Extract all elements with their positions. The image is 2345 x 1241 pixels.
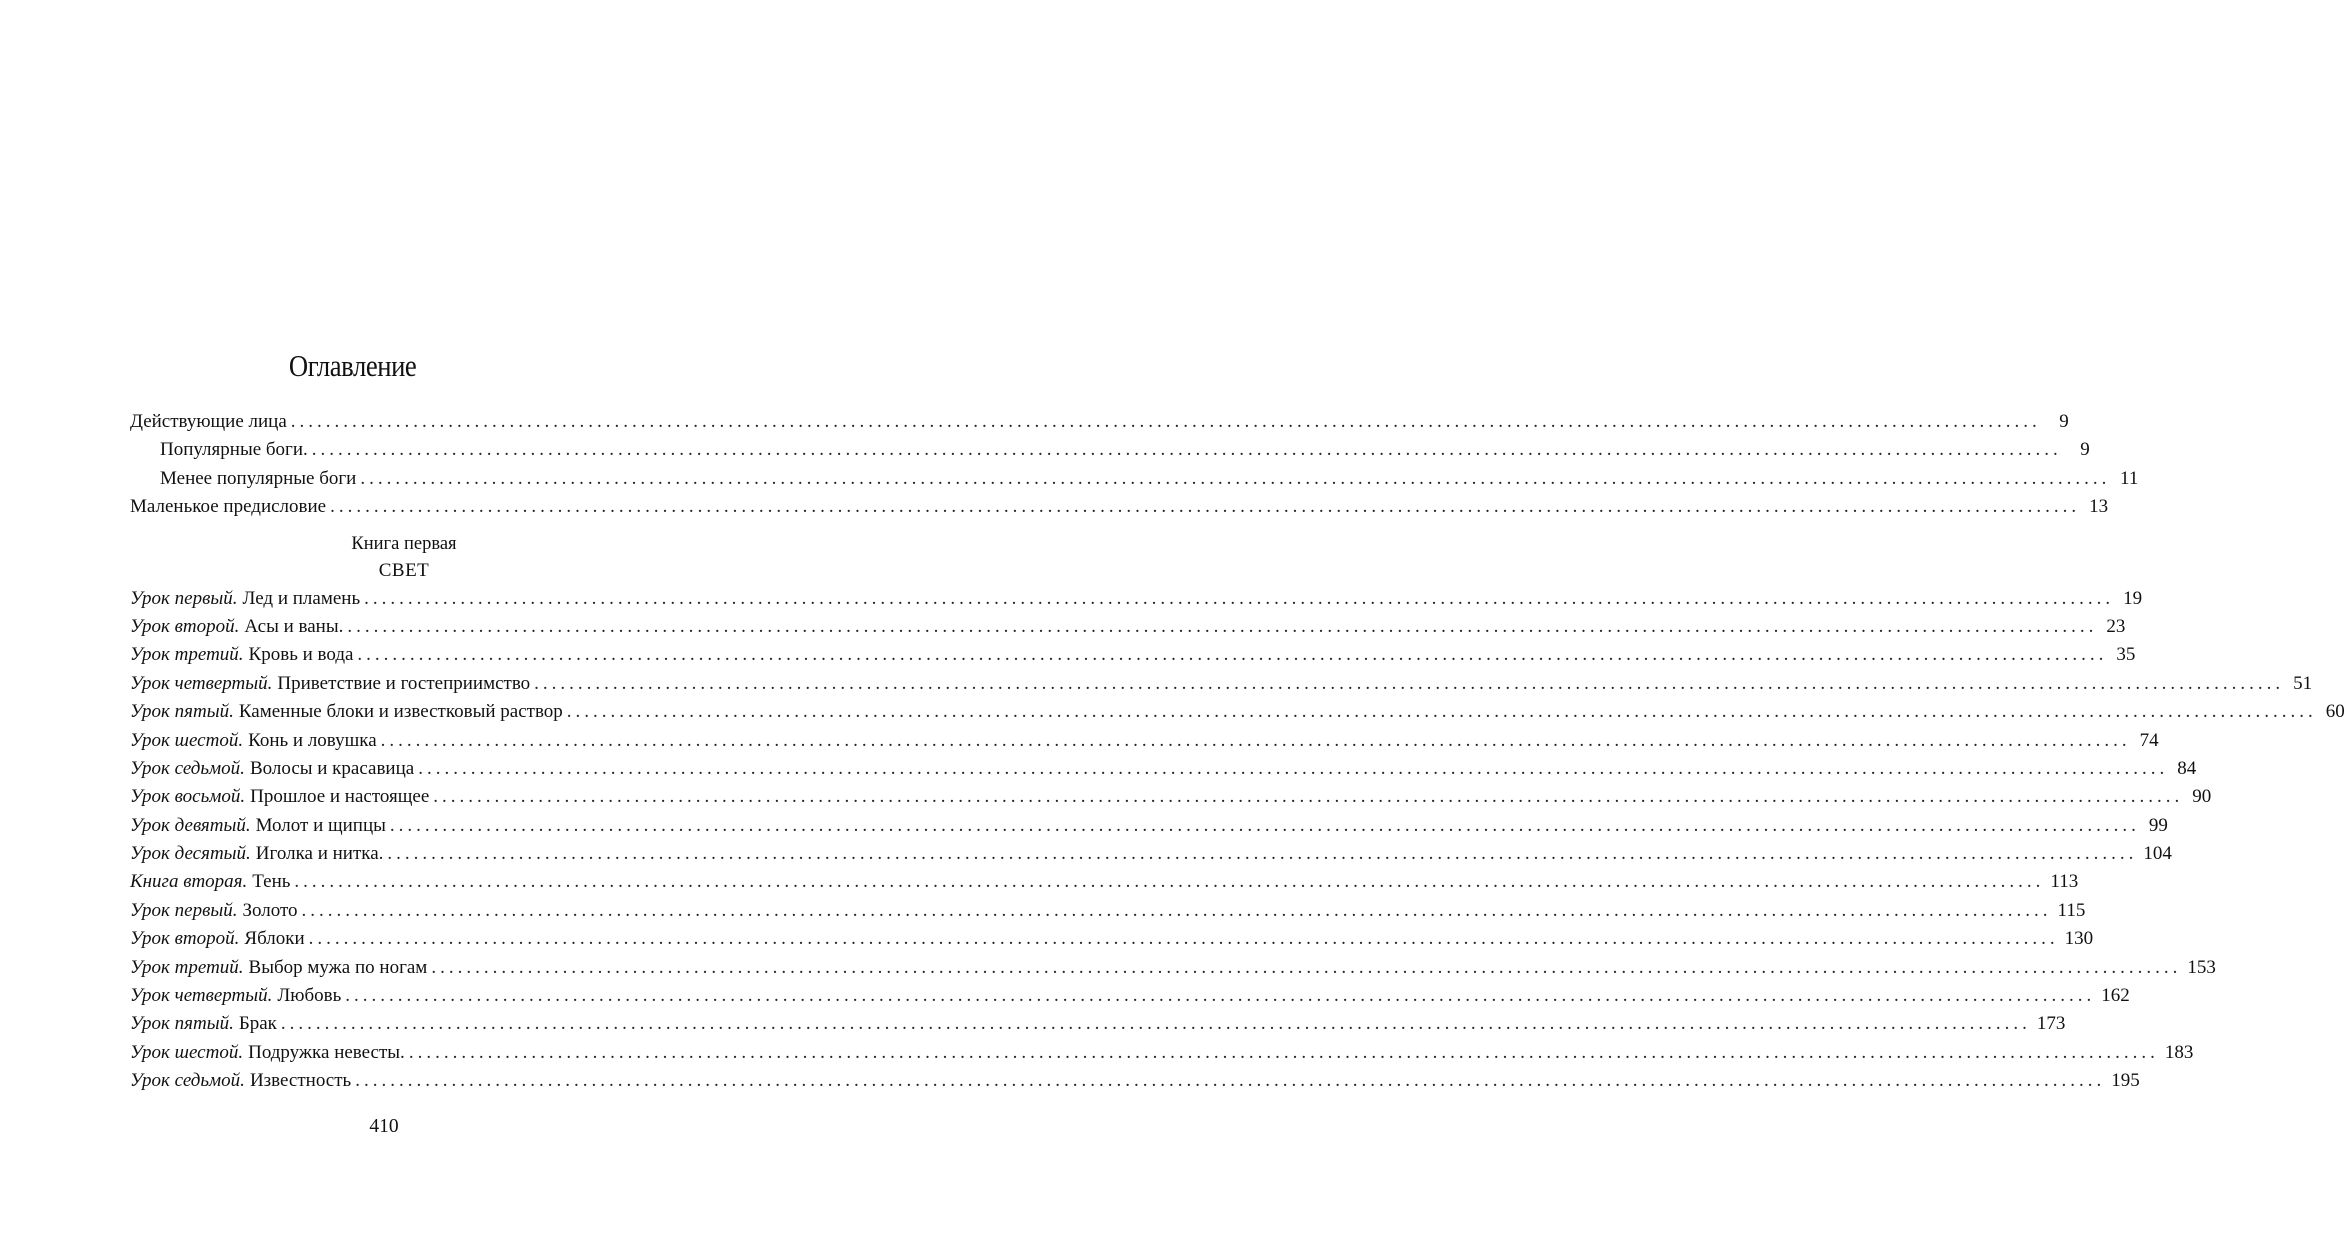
toc-entry-page: 35: [2116, 644, 2136, 666]
toc-entry-lesson: Урок четвертый.: [130, 985, 273, 1007]
toc-entry: [130, 982, 2130, 1010]
toc-entry-page: 173: [2036, 1013, 2066, 1035]
toc-entry-lesson: Урок пятый.: [130, 1013, 234, 1035]
toc-entry-page: 195: [2111, 1070, 2140, 1092]
toc-entry: [130, 641, 2136, 669]
toc-entry-page: 115: [2057, 899, 2086, 921]
leader-dots: ........................................................................................................................................................................................................: [294, 871, 2045, 893]
toc-entry-lesson: Урок десятый.: [130, 843, 251, 865]
book-one-heading: Книга первая: [351, 533, 457, 554]
toc-entry-title: Приветствие и гостеприимство: [277, 672, 531, 694]
toc-entry-title: Золото: [242, 899, 298, 921]
leader-dots: ........................................................................................................................................................................................................: [433, 786, 2184, 808]
toc-entry-page: 162: [2101, 985, 2130, 1007]
toc-entry: [130, 897, 2086, 925]
toc-entry: [130, 727, 2159, 755]
toc-entry: [130, 465, 2139, 493]
toc-entry: [130, 408, 2069, 436]
toc-entry-title: Конь и ловушка: [248, 729, 377, 751]
toc-entry-title: Волосы и красавица: [249, 757, 415, 779]
toc-entry-page: 13: [2089, 496, 2109, 518]
toc-entry-title: Яблоки: [244, 928, 305, 950]
leader-dots: ........................................................................................................................................................................................................: [408, 1041, 2159, 1063]
toc-entry-title: Кровь и вода: [248, 644, 354, 666]
leader-dots: ........................................................................................................................................................................................................: [345, 985, 2096, 1007]
toc-entry-title: Тень: [252, 871, 291, 893]
toc-entry-page: 60: [2325, 701, 2345, 723]
toc-entry-lesson: Урок первый.: [130, 899, 238, 921]
toc-entry-title: Каменные блоки и известковый раствор: [238, 701, 563, 723]
toc-entry-title: Выбор мужа по ногам: [248, 956, 428, 978]
toc-entry-title: Действующие лица: [130, 411, 287, 432]
toc-entry: [130, 1039, 2194, 1067]
leader-dots: ........................................................................................................................................................................................................: [364, 587, 2115, 609]
toc-entry: [130, 812, 2168, 840]
toc-entry-lesson: Урок шестой.: [130, 729, 244, 751]
toc-entry-lesson: Урок третий.: [130, 956, 244, 978]
toc-entry-page: 74: [2139, 729, 2159, 751]
leader-dots: ........................................................................................................................................................................................................: [355, 1070, 2106, 1092]
table-of-contents: [130, 408, 2345, 1096]
leader-dots: ........................................................................................................................................................................................................: [380, 729, 2131, 751]
toc-entry: [130, 783, 2212, 811]
leader-dots: ........................................................................................................................................................................................................: [534, 672, 2285, 694]
toc-entry: [130, 925, 2094, 953]
toc-entry-page: 9: [2080, 439, 2090, 461]
toc-entry-page: 90: [2192, 786, 2212, 808]
leader-dots: ........................................................................................................................................................................................................: [360, 467, 2111, 489]
toc-entry-lesson: Урок седьмой.: [130, 757, 245, 779]
book-one-title: СВЕТ: [378, 559, 430, 581]
toc-entry-page: 99: [2148, 814, 2168, 836]
toc-entry: [130, 698, 2345, 726]
toc-entry: [130, 585, 2143, 613]
toc-entry-lesson: Урок пятый.: [130, 701, 234, 723]
leader-dots: ........................................................................................................................................................................................................: [308, 928, 2059, 950]
toc-entry: [130, 868, 2079, 896]
toc-entry-title: Известность: [249, 1070, 352, 1092]
toc-entry-lesson: Урок первый.: [130, 587, 238, 609]
toc-entry-page: 23: [2106, 615, 2126, 637]
toc-entry: [130, 613, 2126, 641]
toc-entry-title: Асы и ваны.: [244, 615, 344, 637]
leader-dots: ........................................................................................................................................................................................................: [387, 843, 2138, 865]
front-matter-list: [130, 408, 2139, 522]
toc-entry-title: Молот и щипцы: [255, 814, 386, 836]
page-number: 410: [369, 1116, 399, 1137]
toc-entry-lesson: Урок девятый.: [130, 814, 251, 836]
toc-entry-page: 51: [2293, 672, 2313, 694]
toc-entry-lesson: Урок четвертый.: [130, 672, 273, 694]
toc-entry-lesson: Урок второй.: [130, 615, 240, 637]
leader-dots: ........................................................................................................................................................................................................: [389, 814, 2140, 836]
toc-entry-title: Лед и пламень: [242, 587, 361, 609]
toc-entry-title: Менее популярные боги: [160, 467, 357, 489]
toc-entry-lesson: Урок шестой.: [130, 1041, 244, 1063]
leader-dots: ........................................................................................................................................................................................................: [347, 615, 2098, 637]
leader-dots: ........................................................................................................................................................................................................: [311, 439, 2062, 461]
toc-entry-lesson: Урок седьмой.: [130, 1070, 245, 1092]
leader-dots: ........................................................................................................................................................................................................: [418, 757, 2169, 779]
toc-entry-title: Подружка невесты.: [248, 1041, 405, 1063]
lessons-list: [130, 585, 2345, 1096]
toc-entry: [130, 493, 2109, 521]
toc-entry: [130, 954, 2216, 982]
toc-entry-title: Брак: [238, 1013, 277, 1035]
toc-entry-lesson: Урок третий.: [130, 644, 244, 666]
leader-dots: ........................................................................................................................................................................................................: [280, 1013, 2031, 1035]
leader-dots: ........................................................................................................................................................................................................: [290, 411, 2041, 432]
toc-entry-page: 183: [2164, 1041, 2194, 1063]
toc-entry-page: 153: [2187, 956, 2216, 978]
toc-entry-lesson: Урок второй.: [130, 928, 240, 950]
toc-entry: [130, 1010, 2066, 1038]
toc-entry-page: 84: [2177, 757, 2197, 779]
toc-entry-page: 130: [2064, 928, 2094, 950]
toc-entry: [130, 436, 2090, 464]
toc-entry: [130, 755, 2197, 783]
toc-entry: [130, 840, 2172, 868]
toc-entry: [130, 1067, 2140, 1095]
toc-entry: [130, 670, 2313, 698]
toc-entry-page: 11: [2120, 467, 2139, 489]
leader-dots: ........................................................................................................................................................................................................: [566, 701, 2317, 723]
toc-entry-page: 9: [2059, 411, 2069, 432]
toc-entry-page: 113: [2050, 871, 2079, 893]
toc-entry-title: Иголка и нитка.: [255, 843, 384, 865]
page-title: Оглавление: [288, 348, 417, 383]
toc-entry-title: Любовь: [277, 985, 342, 1007]
toc-entry-title: Популярные боги.: [160, 439, 308, 461]
toc-entry-title: Прошлое и настоящее: [250, 786, 430, 808]
toc-entry-lesson: Урок восьмой.: [130, 786, 246, 808]
toc-entry-lesson: Книга вторая.: [130, 871, 248, 893]
toc-entry-page: 104: [2143, 843, 2172, 865]
toc-entry-page: 19: [2123, 587, 2143, 609]
leader-dots: ........................................................................................................................................................................................................: [357, 644, 2108, 666]
leader-dots: ........................................................................................................................................................................................................: [431, 956, 2182, 978]
leader-dots: ........................................................................................................................................................................................................: [330, 496, 2081, 518]
leader-dots: ........................................................................................................................................................................................................: [301, 899, 2052, 921]
toc-entry-title: Маленькое предисловие: [130, 496, 327, 518]
